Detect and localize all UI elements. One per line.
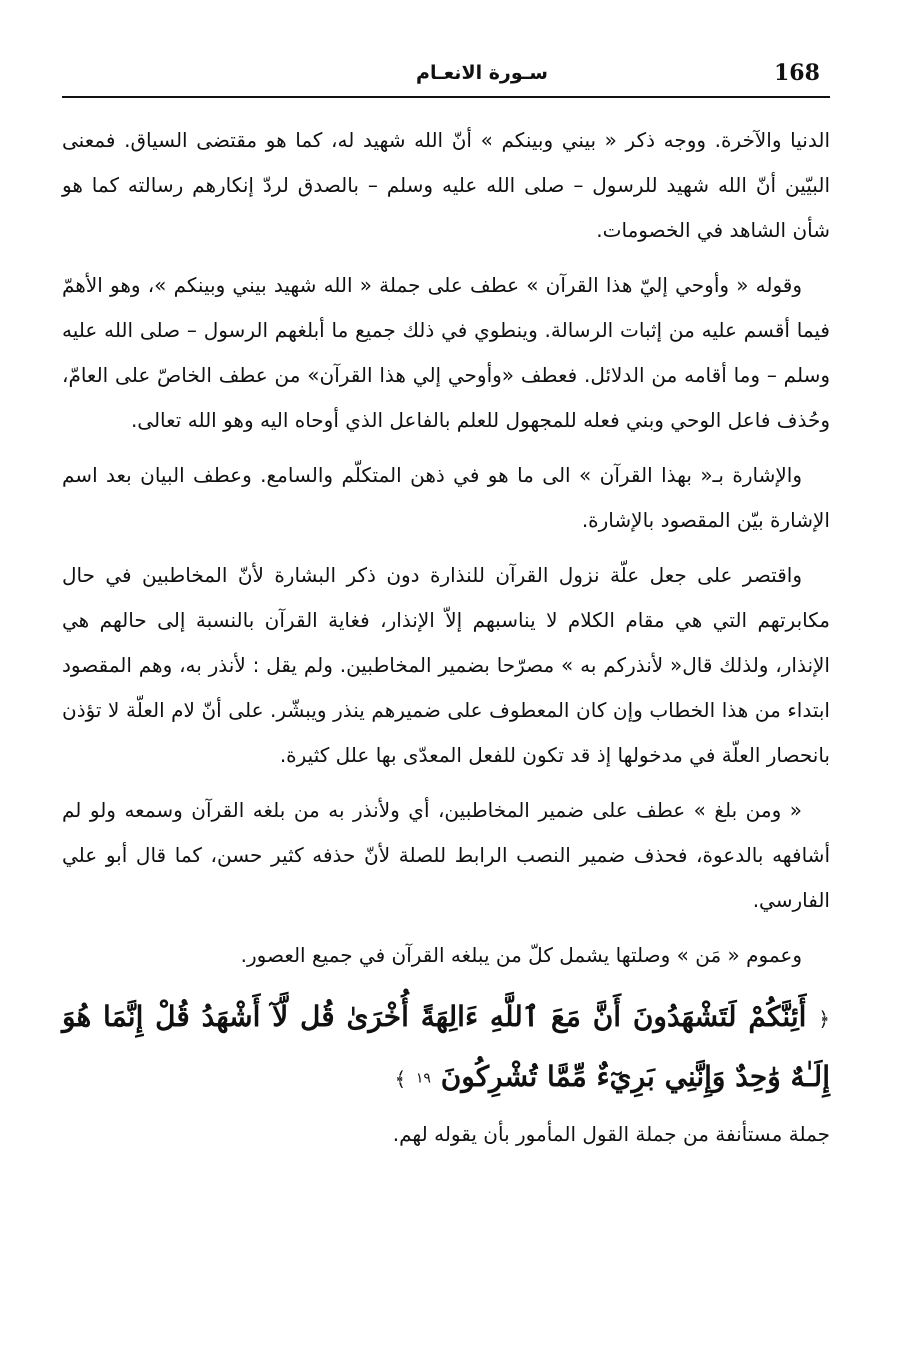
paragraph-3: والإشارة بـ« بهذا القرآن » الى ما هو في ذهن المتكلّم والسامع. وعطف البيان بعد اسم الإشارة بيّن المقصود بالإشارة.	[62, 463, 830, 532]
quran-verse	[62, 988, 830, 1108]
page-header	[62, 58, 830, 94]
paragraph-5: « ومن بلغ » عطف على ضمير المخاطبين، أي ولأنذر به من بلغه القرآن وسمعه ولو لم أشافهه بالدعوة، فحذف ضمير النصب الرابط للصلة لأنّ حذفه كثير حسن، كما قال أبو علي الفارسي.	[62, 798, 830, 912]
verse-open-bracket: ﴿	[818, 1007, 830, 1031]
verse-text: أَئِنَّكُمْ لَتَشْهَدُونَ أَنَّ مَعَ ٱللَّهِ ءَالِهَةً أُخْرَىٰ قُل لَّآ أَشْهَدُ قُلْ إِنَّمَا هُوَ إِلَـٰهٌ وَٰحِدٌ وَإِنَّنِي بَرِيٓءٌ مِّمَّا تُشْرِكُونَ	[62, 1000, 830, 1093]
verse-close-bracket: ﴾	[394, 1067, 407, 1091]
header-divider	[62, 96, 830, 98]
paragraph-6: وعموم « مَن » وصلتها يشمل كلّ من يبلغه القرآن في جميع العصور.	[240, 943, 802, 967]
verse-number: ١٩	[415, 1070, 431, 1087]
paragraph-2: وقوله « وأوحي إليّ هذا القرآن » عطف على جملة « الله شهيد بيني وبينكم »، وهو الأهمّ فيما أقسم عليه من إثبات الرسالة. وينطوي في ذلك جميع ما أبلغهم الرسول – صلى الله عليه وسلم – وما أقامه من الدلائل. فعطف «وأوحي إلي هذا القرآن» من عطف الخاصّ على العامّ، وحُذف فاعل الوحي وبني فعله للمجهول للعلم بالفاعل الذي أوحاه اليه وهو الله تعالى.	[62, 273, 830, 432]
paragraph-4: واقتصر على جعل علّة نزول القرآن للنذارة دون ذكر البشارة لأنّ المخاطبين في حال مكابرتهم التي هي مقام الكلام لا يناسبهم إلاّ الإنذار، فغاية القرآن بالنسبة إلى حالهم هي الإنذار، ولذلك قال« لأنذركم به » مصرّحا بضمير المخاطبين. ولم يقل : لأنذر به، وهم المقصود ابتداء من هذا الخطاب وإن كان المعطوف على ضميرهم ينذر ويبشّر. على أنّ لام العلّة لا تؤذن بانحصار العلّة في مدخولها إذ قد تكون للفعل المعدّى بها علل كثيرة.	[62, 563, 830, 767]
page-number: 168	[774, 60, 820, 86]
body-text	[62, 118, 830, 1167]
paragraph-1: الدنيا والآخرة. ووجه ذكر « بيني وبينكم » أنّ الله شهيد له، كما هو مقتضى السياق. فمعنى البيّين أنّ الله شهيد للرسول – صلى الله عليه وسلم – بالصدق لردّ إنكارهم رسالته كما هو شأن الشاهد في الخصومات.	[62, 128, 830, 242]
running-title: سـورة الانعـام	[416, 62, 548, 84]
paragraph-after-verse: جملة مستأنفة من جملة القول المأمور بأن يقوله لهم.	[392, 1122, 830, 1146]
